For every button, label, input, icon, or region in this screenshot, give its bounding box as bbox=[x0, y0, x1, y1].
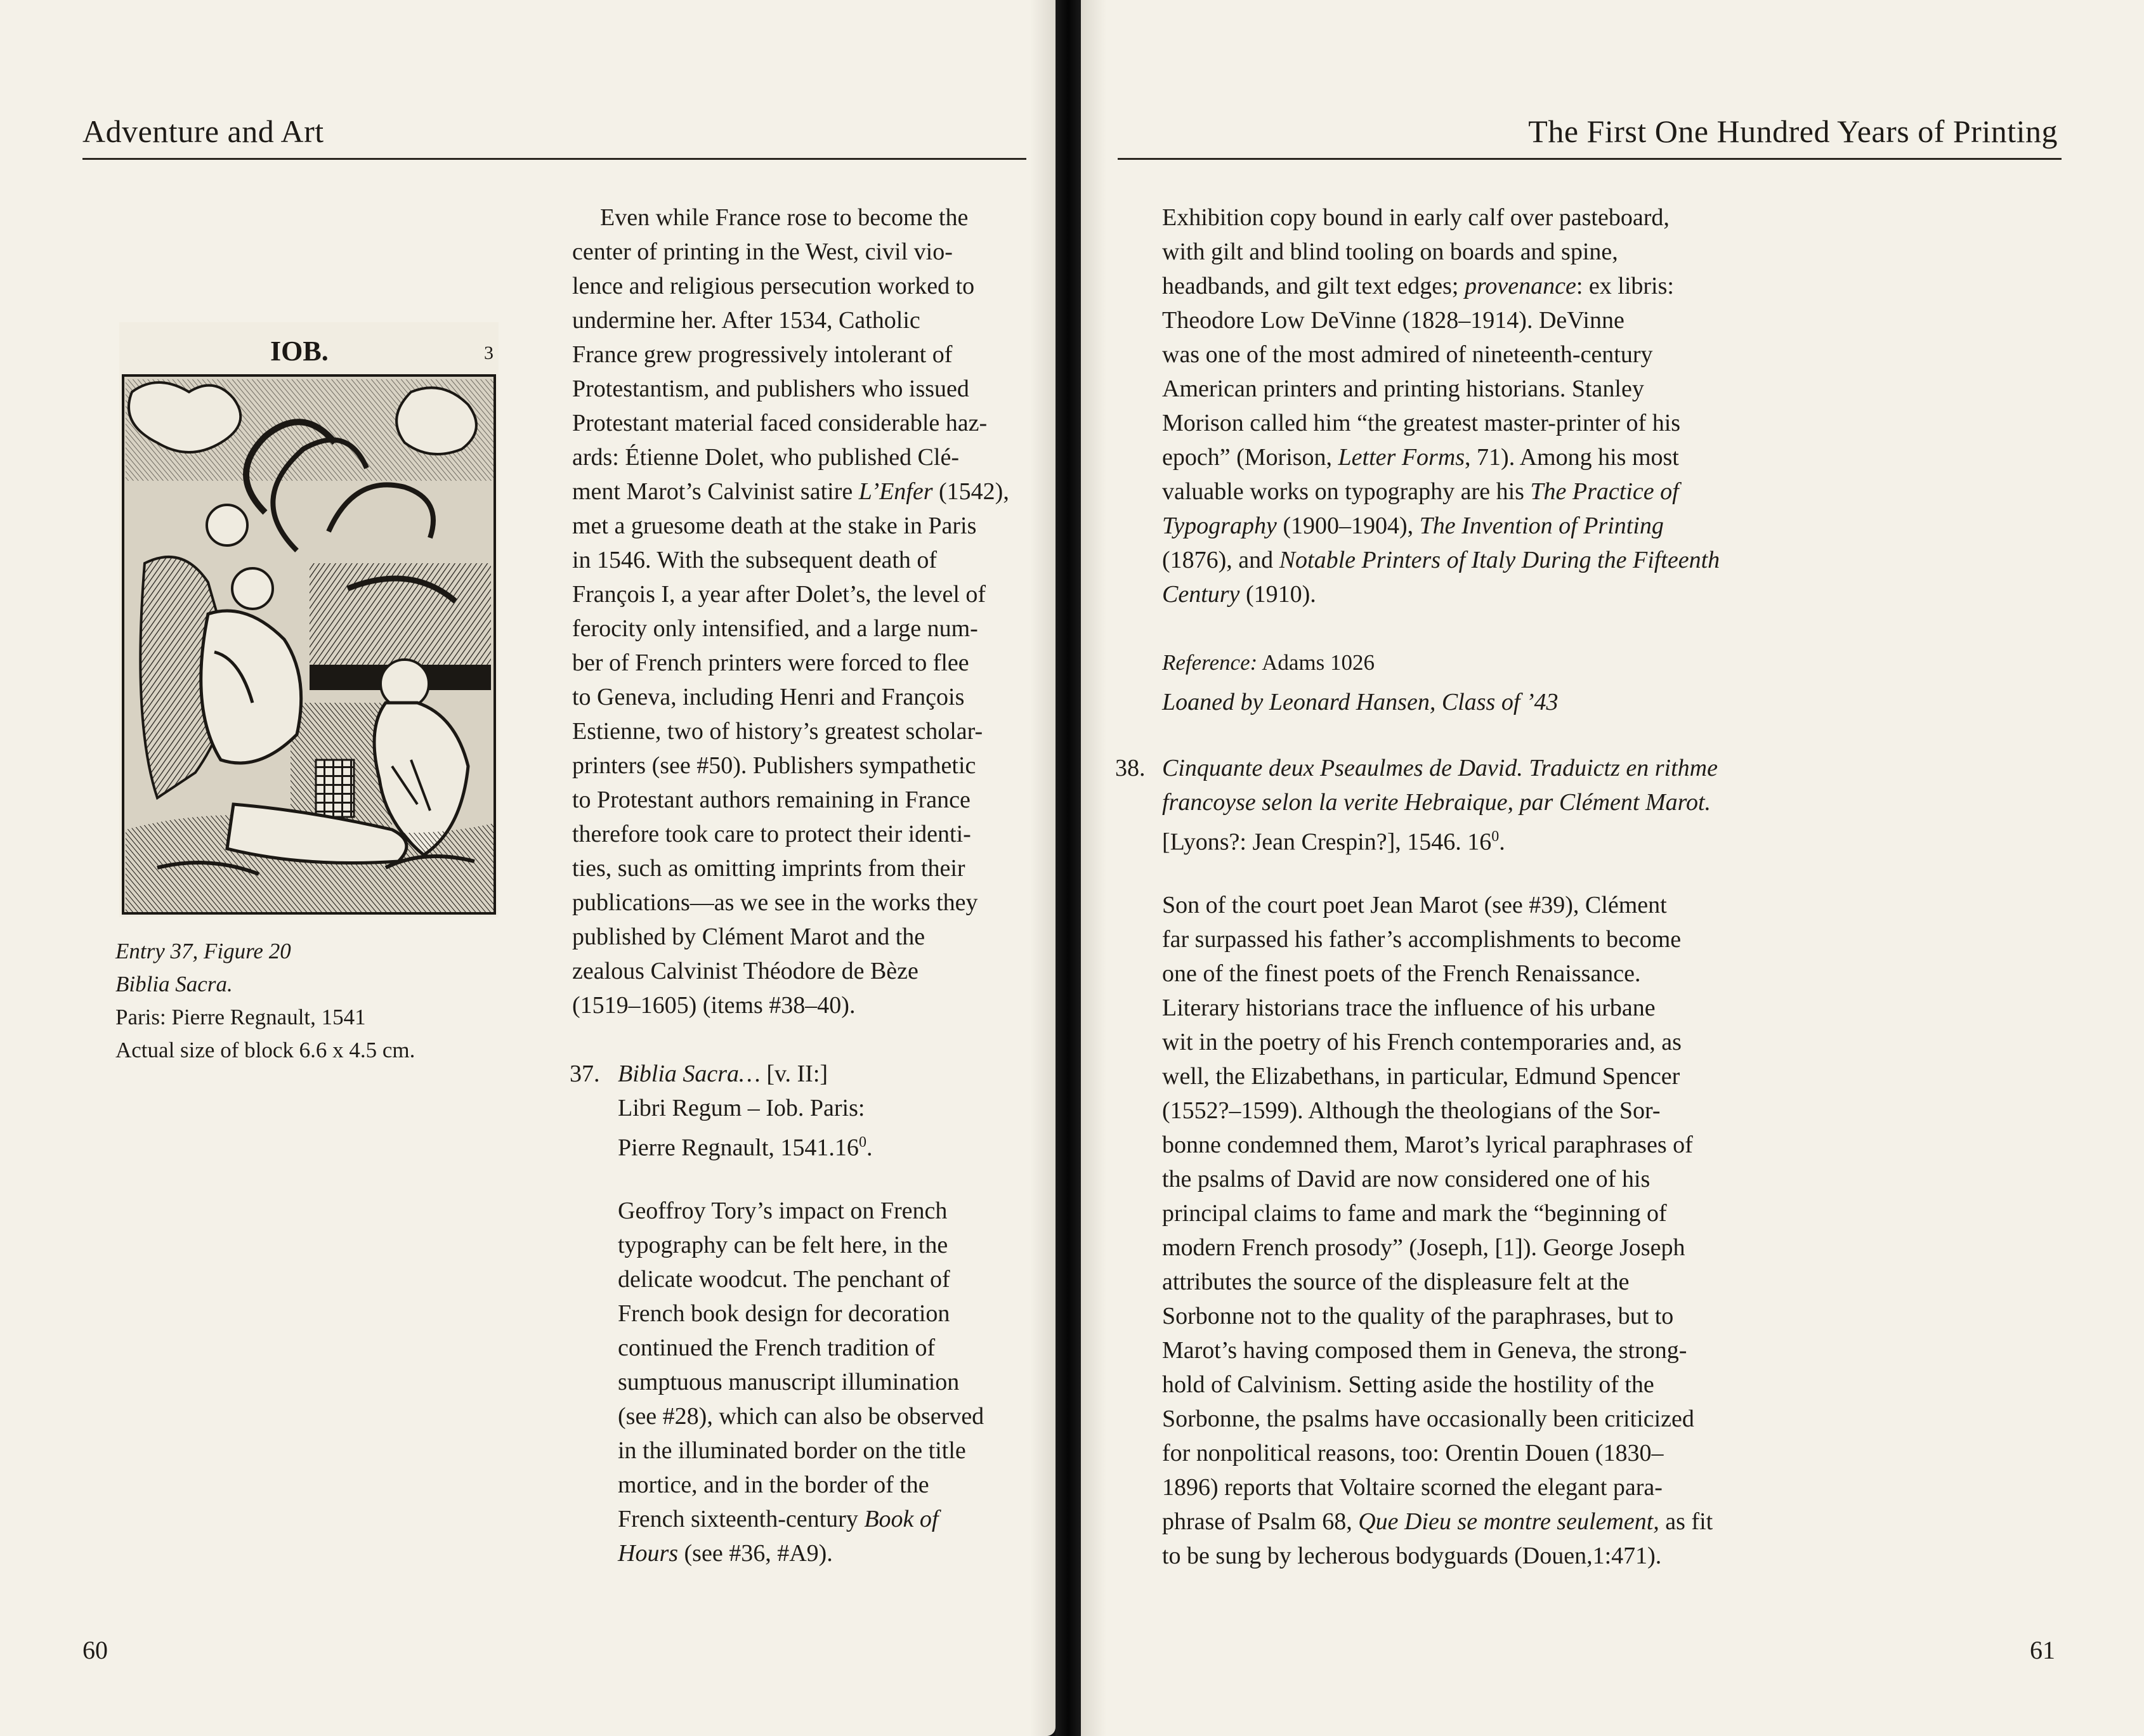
caption-block-size: Actual size of block 6.6 x 4.5 cm. bbox=[115, 1038, 415, 1062]
entry-38-number: 38. bbox=[1115, 755, 1146, 781]
entry-37-paragraph-text: Geoffroy Tory’s impact on French typography can be felt here, in the delicate woodcut. The penchant of French book design for decoration continued the French tradition of sumptuous manuscript illumination (see #28), which can also be observed in the illuminated border on the title mortice, and in the border of the French sixteenth-century bbox=[618, 1198, 984, 1532]
entry-37-line2: Libri Regum – Iob. Paris: bbox=[618, 1095, 865, 1121]
notable-printers-title: Notable Printers of Italy During the Fifteenth Century bbox=[1162, 547, 1720, 608]
practice-of-typography-title: The Practice of Typography bbox=[1162, 478, 1679, 539]
binding-paragraph bbox=[1162, 200, 1796, 611]
marot-text-2: as fit to be sung by lecherous bodyguards (Douen,1:471). bbox=[1162, 1508, 1713, 1569]
entry-38-imprint: [Lyons?: Jean Crespin?], 1546. 16 bbox=[1162, 828, 1492, 856]
reference-value: Adams 1026 bbox=[1257, 650, 1375, 675]
letter-forms-title: Letter Forms bbox=[1338, 444, 1465, 471]
entry-37-format-sup: 0 bbox=[858, 1134, 866, 1151]
reference-label: Reference: bbox=[1162, 650, 1258, 675]
reference-line bbox=[1162, 646, 1375, 680]
entry-37-imprint-end: . bbox=[866, 1134, 873, 1161]
entry-37-book-of-hours: Book of Hours bbox=[618, 1506, 939, 1567]
right-folio: 61 bbox=[2030, 1636, 2055, 1664]
woodcut-illustration bbox=[119, 322, 499, 917]
woodcut-folio-mark: 3 bbox=[484, 343, 494, 363]
binding-text-2: : ex libris: Theodore Low DeVinne (1828–1914). DeVinne was one of the most admired of nineteenth-century American printers and printing historians. Stanley Morison called him “the greatest master-printer of his epoch” (Morison, bbox=[1162, 273, 1681, 471]
entry-38-heading bbox=[1162, 751, 1796, 859]
woodcut-heading: IOB. bbox=[270, 336, 329, 367]
binding-text-3: , 71). Among his most valuable works on typography are his bbox=[1162, 444, 1679, 505]
right-running-head: The First One Hundred Years of Printing bbox=[1528, 114, 2058, 149]
psalm-68-title: Que Dieu se montre seulement, bbox=[1358, 1508, 1659, 1535]
binding-text-4: (1900–1904), bbox=[1276, 512, 1420, 539]
entry-37-imprint: Pierre Regnault, 1541.16 bbox=[618, 1134, 859, 1161]
right-head-rule bbox=[1118, 158, 2062, 160]
binding-text-1: Exhibition copy bound in early calf over pasteboard, with gilt and blind tooling on boards and spine, headbands, and gilt text edges; bbox=[1162, 204, 1670, 299]
marot-paragraph bbox=[1162, 888, 1809, 1573]
woodcut-figure bbox=[119, 322, 499, 917]
binding-text-6: (1910). bbox=[1239, 581, 1316, 608]
entry-37-heading bbox=[618, 1057, 1036, 1165]
book-gutter bbox=[1056, 0, 1081, 1736]
loan-credit: Loaned by Leonard Hansen, Class of ’43 bbox=[1162, 689, 1559, 715]
left-folio: 60 bbox=[82, 1636, 108, 1664]
invention-of-printing-title: The Invention of Printing bbox=[1419, 512, 1664, 539]
caption-title: Biblia Sacra. bbox=[115, 972, 233, 996]
binding-text-5: (1876), and bbox=[1162, 547, 1274, 573]
entry-37-paragraph bbox=[618, 1194, 1036, 1570]
left-body-paragraph bbox=[572, 200, 1029, 1022]
entry-37-number: 37. bbox=[570, 1061, 600, 1087]
lenfer-title: L’Enfer bbox=[858, 478, 933, 505]
entry-37-paragraph-end: (see #36, #A9). bbox=[678, 1540, 833, 1567]
left-page bbox=[0, 0, 1056, 1736]
caption-imprint: Paris: Pierre Regnault, 1541 bbox=[115, 1005, 366, 1029]
marot-text-1: Son of the court poet Jean Marot (see #39), Clément far surpassed his father’s accomplishments to become one of the finest poets of the French Renaissance. Literary historians trace the influence of his urbane wit in the poetry of his French contemporaries and, as well, the Elizabethans, in particular, Edmund Spencer (1552?–1599). Although the theologians of the Sor- bonne condemned them, Marot’s lyrical paraphrases of the psalms of David are now considered one of his principal claims to fame and mark the “beginning of modern French prosody” (Joseph, [1]). George Joseph attributes the source of the displeasure felt at the Sorbonne not to the quality of the paraphrases, but to Marot’s having composed them in Geneva, the strong- hold of Calvinism. Setting aside the hostility of the Sorbonne, the psalms have occasionally been criticized for nonpolitical reasons, too: Orentin Douen (1830– 1896) reports that Voltaire scorned the elegant para- phrase of Psalm 68, bbox=[1162, 892, 1694, 1535]
left-body-text-2: (1542), met a gruesome death at the stake in Paris in 1546. With the subsequent death of François I, a year after Dolet’s, the level of ferocity only intensified, and a large num- ber of French printers were forced to flee to Geneva, including Henri and François Estienne, two of history’s greatest scholar- printers (see #50). Publishers sympathetic to Protestant authors remaining in France therefore took care to protect their identi- ties, such as omitting imprints from their publications—as we see in the works they published by Clément Marot and the zealous Calvinist Théodore de Bèze (1519–1605) (items #38–40). bbox=[572, 478, 1009, 1019]
entry-38-imprint-end: . bbox=[1499, 828, 1505, 856]
entry-38-format-sup: 0 bbox=[1491, 828, 1500, 845]
entry-37-title: Biblia Sacra… bbox=[618, 1061, 761, 1087]
figure-caption bbox=[115, 935, 415, 1067]
left-running-head: Adventure and Art bbox=[82, 114, 324, 149]
right-page bbox=[1081, 0, 2144, 1736]
caption-entry-figure: Entry 37, Figure 20 bbox=[115, 939, 291, 963]
page-edge-shadow bbox=[1081, 0, 1106, 1736]
left-head-rule bbox=[82, 158, 1026, 160]
left-body-text-1: Even while France rose to become the center of printing in the West, civil vio- lence and religious persecution worked to undermine her. After 1534, Catholic France grew progressively intolerant of Protestantism, and publishers who issued Protestant material faced considerable haz- ards: Étienne Dolet, who published Clé- ment Marot’s Calvinist satire bbox=[572, 204, 988, 505]
entry-37-volume: [v. II:] bbox=[760, 1061, 828, 1087]
provenance-label: provenance bbox=[1465, 273, 1576, 299]
entry-38-title: Cinquante deux Pseaulmes de David. Traduictz en rithme francoyse selon la verite Hebraique, par Clément Marot. bbox=[1162, 755, 1718, 816]
